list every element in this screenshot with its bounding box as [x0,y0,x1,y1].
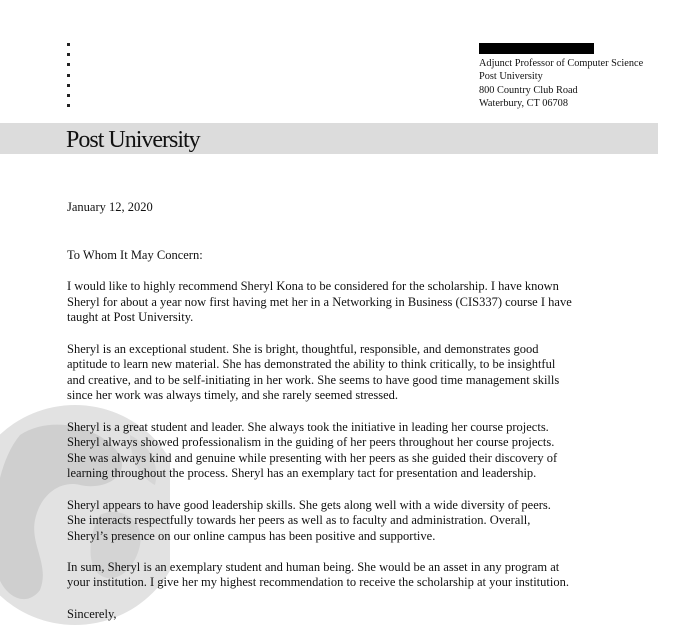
paragraph-line: and creative, and to be self-initiating in her work. She seems to have good time management skills [67,372,560,387]
paragraph-line: since her work was always timely, and she rarely seemed stressed. [67,388,399,403]
address-institution: Post University [479,71,543,83]
paragraph-5 [67,560,657,591]
decorative-dots [67,43,71,114]
closing [67,607,657,623]
salutation [67,248,657,264]
paragraph-line: Sheryl is a great student and leader. She always took the initiative in leading her course projects. [67,419,549,434]
paragraph-line: I would like to highly recommend Sheryl Kona to be considered for the scholarship. I have known [67,279,559,294]
paragraph-line: taught at Post University. [67,310,194,325]
address-title: Adjunct Professor of Computer Science [479,58,644,69]
address-street: 800 Country Club Road [479,84,578,96]
paragraph-3 [67,420,657,482]
address-city: Waterbury, CT 06708 [479,97,568,109]
salutation-line: To Whom It May Concern: [67,248,203,262]
paragraph-line: learning throughout the process. Sheryl has an exemplary tact for presentation and leadership. [67,466,537,481]
sender-address [479,57,643,110]
paragraph-line: Sheryl’s presence on our online campus has been positive and supportive. [67,528,436,543]
paragraph-line: Sheryl is an exceptional student. She is bright, thoughtful, responsible, and demonstrates good [67,341,539,356]
letter-date: January 12, 2020 [67,200,153,214]
paragraph-2 [67,342,657,404]
letter-body [67,248,657,633]
paragraph-line: She was always kind and genuine while presenting with her peers as she guided their discovery of [67,450,558,465]
university-name: Post University [66,127,200,153]
closing-line: Sincerely, [67,606,117,621]
paragraph-line: aptitude to learn new material. She has demonstrated the ability to think critically, to be insightful [67,357,556,372]
paragraph-line: your institution. I give her my highest recommendation to receive the scholarship at your institution. [67,575,569,590]
paragraph-line: Sheryl appears to have good leadership skills. She gets along well with a wide diversity of peers. [67,497,551,512]
redacted-name [479,43,594,54]
paragraph-line: Sheryl for about a year now first having met her in a Networking in Business (CIS337) course I have [67,294,572,309]
paragraph-1 [67,279,657,326]
paragraph-line: She interacts respectfully towards her peers as well as to faculty and administration. Overall, [67,513,531,528]
paragraph-line: Sheryl always showed professionalism in the guiding of her peers throughout her course projects. [67,435,555,450]
paragraph-line: In sum, Sheryl is an exemplary student and human being. She would be an asset in any program at [67,559,560,574]
paragraph-4 [67,498,657,545]
